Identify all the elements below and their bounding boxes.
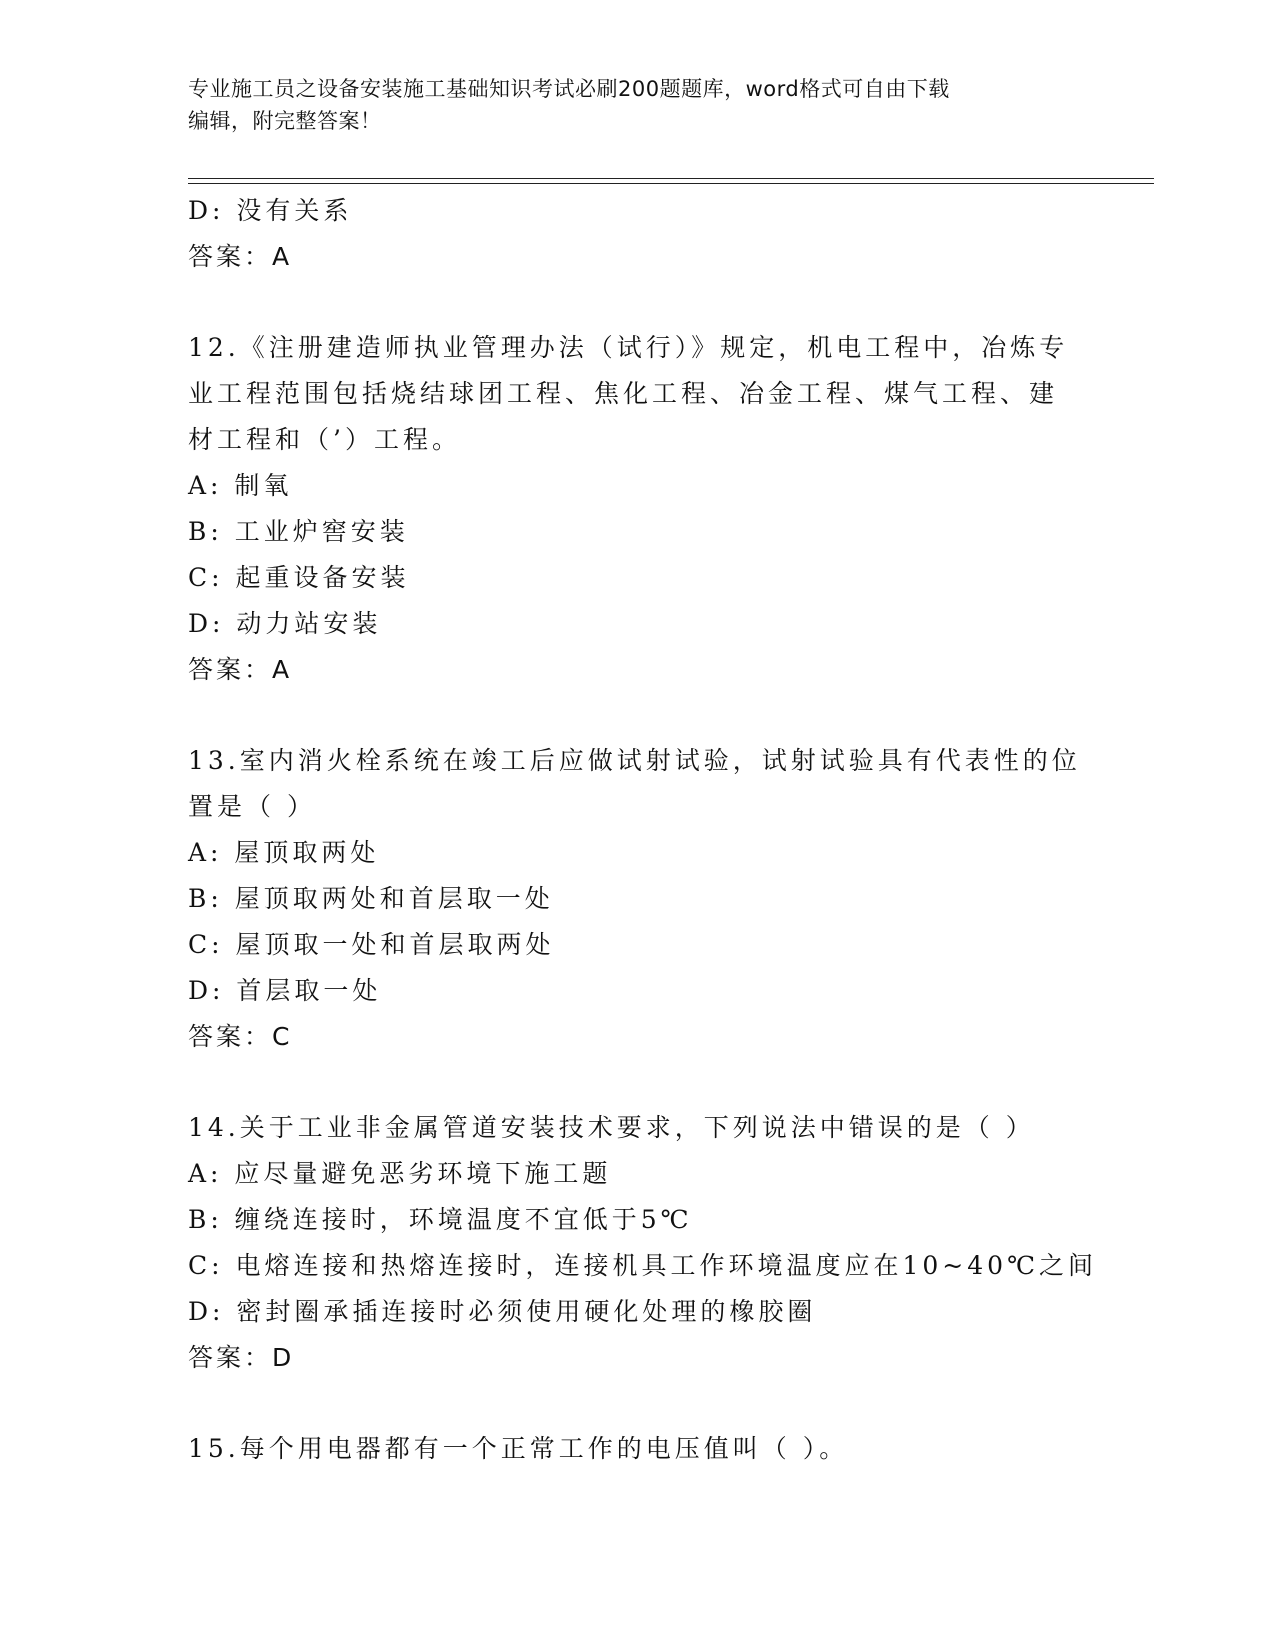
question-stem: [188, 1105, 1088, 1151]
option-d: D: 没有关系: [188, 196, 353, 225]
answer-line: 答案：A: [188, 242, 293, 271]
option-c: C: 起重设备安装: [188, 563, 410, 592]
option-a: A: 制氧: [188, 471, 293, 500]
question-stem: [188, 325, 1088, 463]
question-13: [188, 738, 1088, 1060]
question-stem: [188, 738, 1088, 830]
stem-line: 业工程范围包括烧结球团工程、焦化工程、冶金工程、煤气工程、建: [188, 379, 1059, 408]
answer-line: 答案：D: [188, 1343, 295, 1372]
option-d: D: 密封圈承插连接时必须使用硬化处理的橡胶圈: [188, 1297, 817, 1326]
question-14: [188, 1105, 1098, 1381]
option-c: C: 屋顶取一处和首层取两处: [188, 930, 555, 959]
option-d: D: 首层取一处: [188, 976, 382, 1005]
option-b: B: 屋顶取两处和首层取一处: [188, 884, 554, 913]
question-stem: [188, 1426, 1088, 1472]
option-a: A: 应尽量避免恶劣环境下施工题: [188, 1159, 612, 1188]
previous-question-tail: [188, 188, 1088, 280]
header-title-line-2: 编辑，附完整答案！: [188, 109, 382, 133]
stem-line: 14.关于工业非金属管道安装技术要求，下列说法中错误的是（ ）: [188, 1113, 1035, 1142]
question-12: [188, 325, 1088, 693]
option-d: D: 动力站安装: [188, 609, 382, 638]
answer-line: 答案：A: [188, 655, 293, 684]
stem-line: 12.《注册建造师执业管理办法（试行）》规定，机电工程中，冶炼专: [188, 333, 1069, 362]
option-b: B: 工业炉窖安装: [188, 517, 409, 546]
document-header: [188, 73, 1078, 137]
stem-line: 13.室内消火栓系统在竣工后应做试射试验，试射试验具有代表性的位: [188, 746, 1081, 775]
question-content: [188, 188, 1098, 1472]
stem-line: 15.每个用电器都有一个正常工作的电压值叫（ ）。: [188, 1434, 849, 1463]
header-title-line-1: 专业施工员之设备安装施工基础知识考试必刷200题题库，word格式可自由下载: [188, 77, 950, 101]
header-rule-bottom: [188, 183, 1154, 184]
stem-line: 材工程和（’）工程。: [188, 425, 461, 454]
option-a: A: 屋顶取两处: [188, 838, 380, 867]
header-rule-top: [188, 178, 1154, 179]
question-15: [188, 1426, 1088, 1472]
option-b: B: 缠绕连接时，环境温度不宜低于5℃: [188, 1205, 693, 1234]
option-c: C: 电熔连接和热熔连接时，连接机具工作环境温度应在10~40℃之间: [188, 1251, 1098, 1280]
answer-line: 答案：C: [188, 1022, 293, 1051]
stem-line: 置是（ ）: [188, 792, 316, 821]
